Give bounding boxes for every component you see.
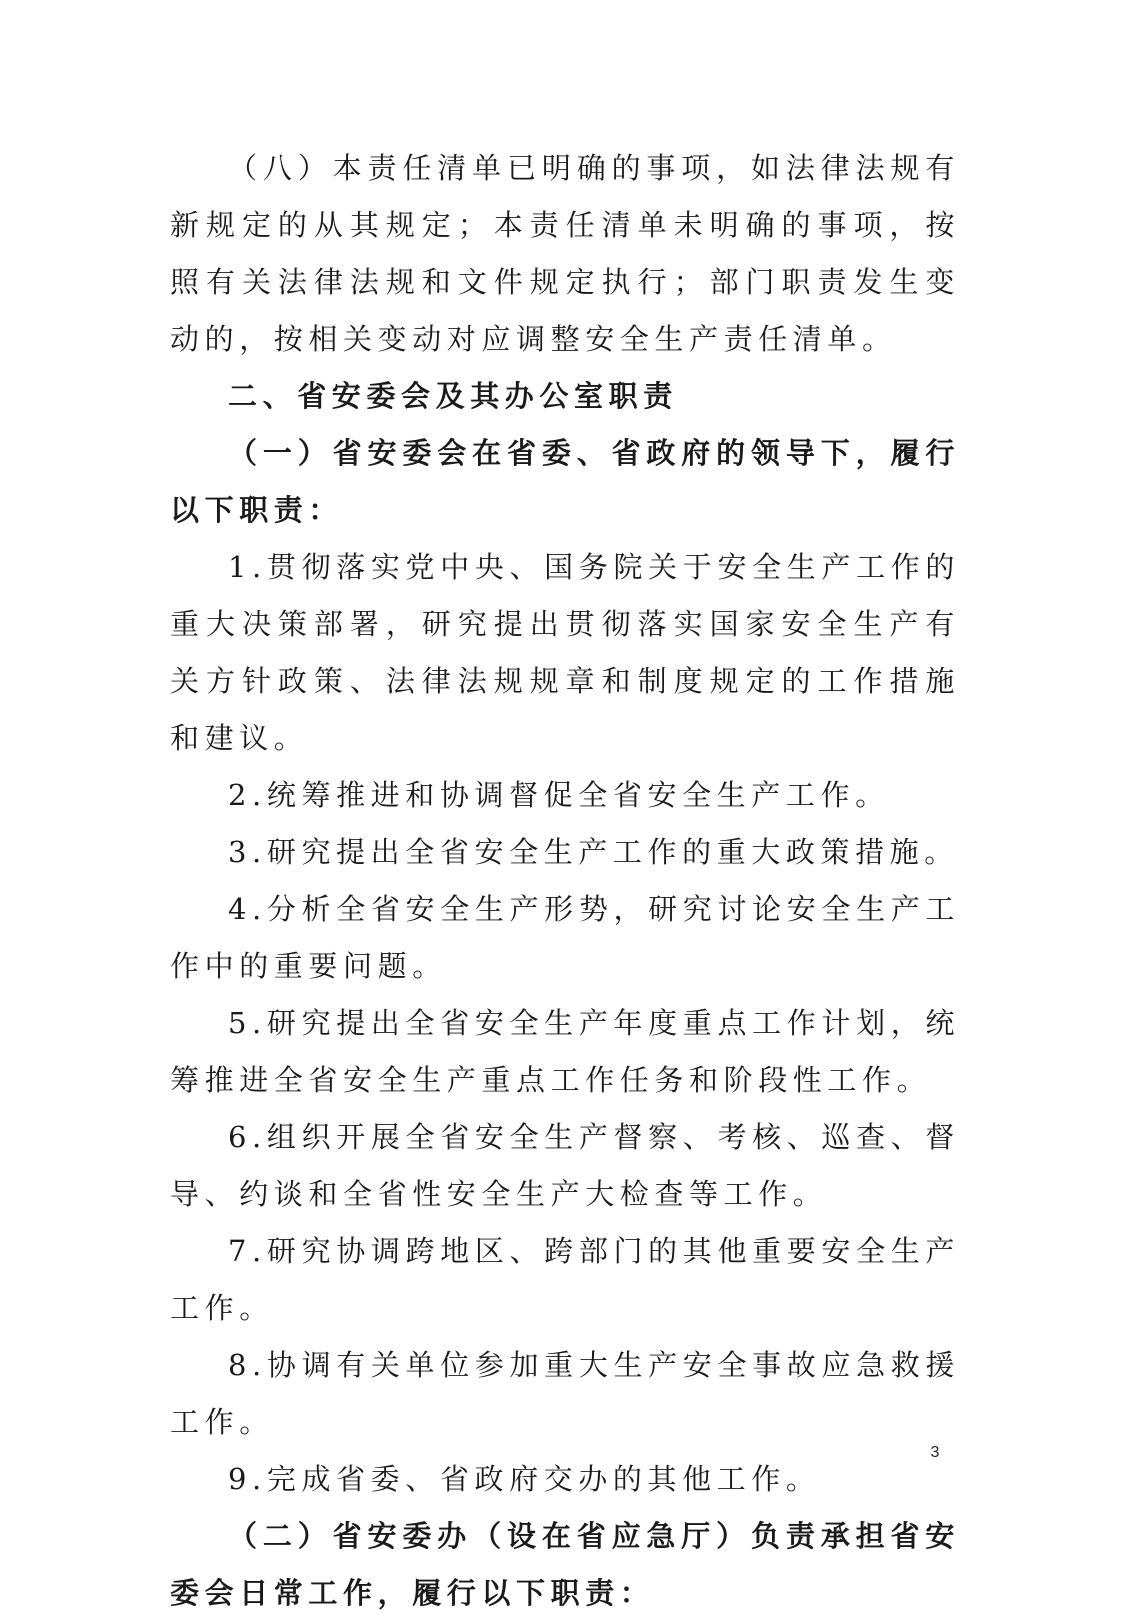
page-number: 3 bbox=[930, 1444, 940, 1461]
list-item-6: 6.组织开展全省安全生产督察、考核、巡查、督导、约谈和全省性安全生产大检查等工作。 bbox=[170, 1120, 960, 1211]
list-item-4: 4.分析全省安全生产形势，研究讨论安全生产工作中的重要问题。 bbox=[170, 892, 960, 983]
subsection-heading-2: （二）省安委办（设在省应急厅）负责承担省安委会日常工作，履行以下职责： bbox=[170, 1519, 960, 1610]
paragraph-item-eight: （八）本责任清单已明确的事项，如法律法规有新规定的从其规定；本责任清单未明确的事项，按照有关法律法规和文件规定执行；部门职责发生变动的，按相关变动对应调整安全生产责任清单。 bbox=[170, 151, 960, 356]
list-item-1: 1.贯彻落实党中央、国务院关于安全生产工作的重大决策部署，研究提出贯彻落实国家安全生产有关方针政策、法律法规规章和制度规定的工作措施和建议。 bbox=[170, 550, 960, 755]
subsection-heading-1: （一）省安委会在省委、省政府的领导下，履行以下职责： bbox=[170, 436, 960, 527]
list-item-7: 7.研究协调跨地区、跨部门的其他重要安全生产工作。 bbox=[170, 1234, 960, 1325]
list-item-8: 8.协调有关单位参加重大生产安全事故应急救援工作。 bbox=[170, 1348, 960, 1439]
list-item-5: 5.研究提出全省安全生产年度重点工作计划，统筹推进全省安全生产重点工作任务和阶段性工作。 bbox=[170, 1006, 960, 1097]
list-item-2: 2.统筹推进和协调督促全省安全生产工作。 bbox=[228, 778, 890, 812]
section-heading-2: 二、省安委会及其办公室职责 bbox=[228, 379, 678, 413]
list-item-9: 9.完成省委、省政府交办的其他工作。 bbox=[228, 1462, 821, 1496]
list-item-3: 3.研究提出全省安全生产工作的重大政策措施。 bbox=[228, 835, 959, 869]
document-body bbox=[170, 140, 960, 1622]
